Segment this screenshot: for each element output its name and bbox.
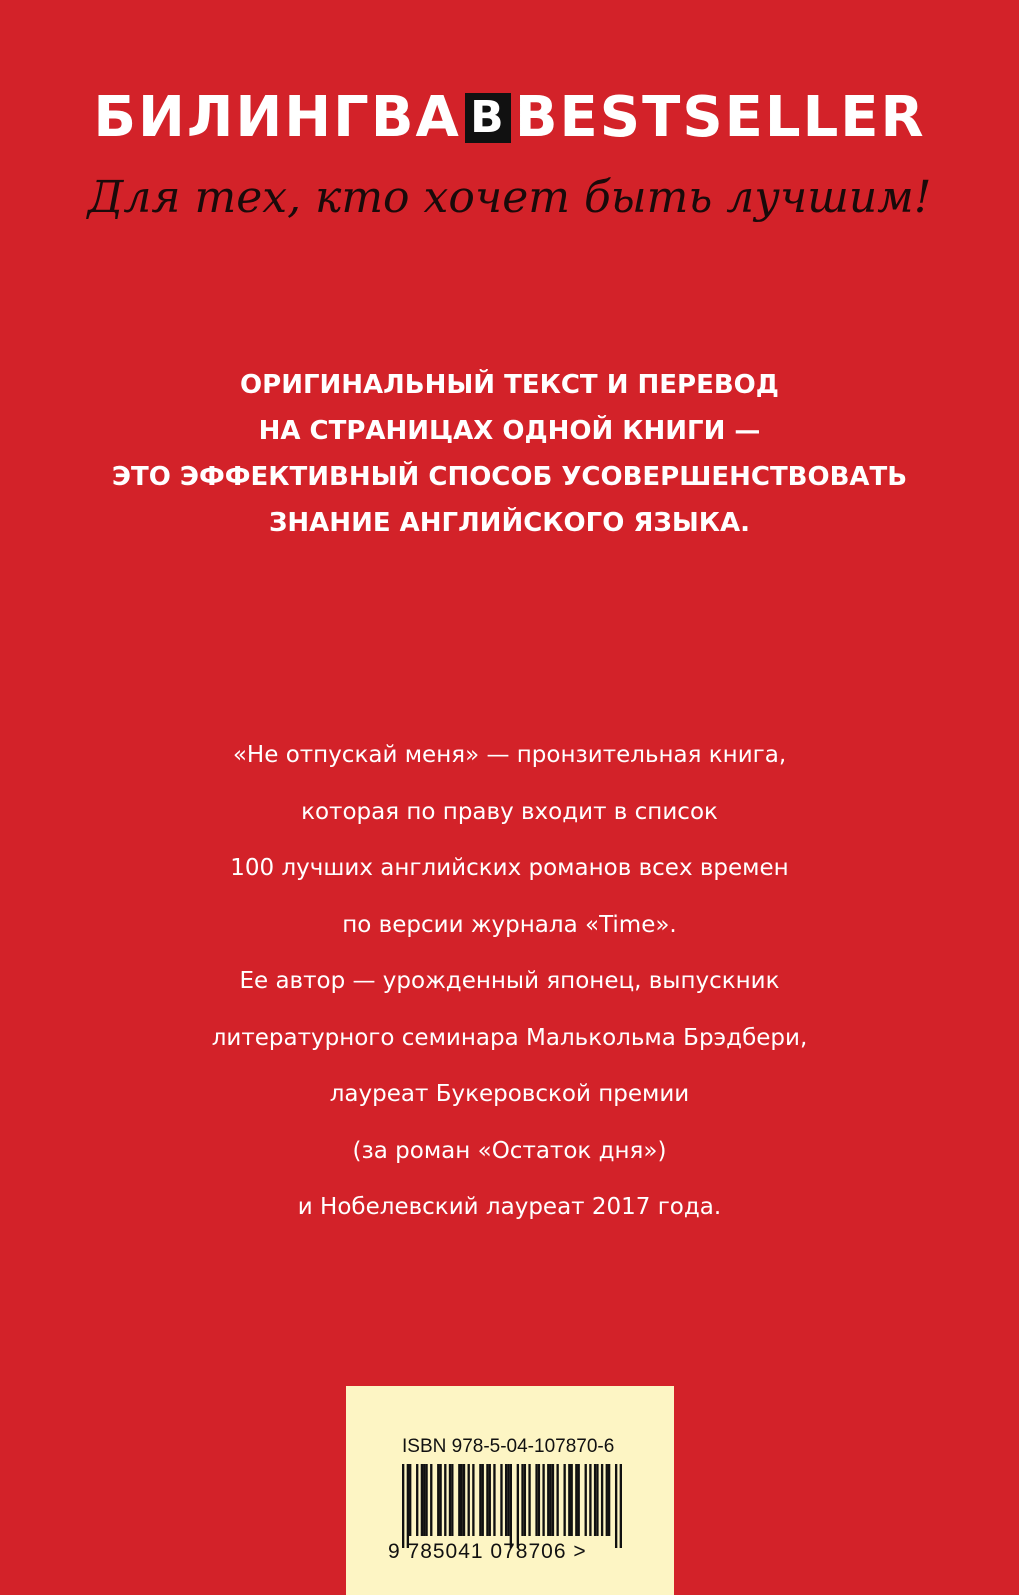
description-line: лауреат Букеровской премии [329,1081,690,1107]
description-block [0,727,1019,1236]
description-line: литературного семинара Малькольма Брэдбери, [211,1024,808,1051]
description-line: которая по праву входит в список [301,798,718,825]
headline-line: ЭТО ЭФФЕКТИВНЫЙ СПОСОБ УСОВЕРШЕНСТВОВАТЬ [111,462,908,492]
headline-line: НА СТРАНИЦАХ ОДНОЙ КНИГИ — [258,416,761,446]
isbn-box [346,1386,674,1595]
description-line: и Нобелевский лауреат 2017 года. [297,1194,722,1220]
brand-right-text: BESTSELLER [514,85,926,150]
barcode-icon [402,1464,622,1548]
description-line: по версии журнала «Time». [342,911,677,938]
description-line: «Не отпускай меня» — пронзительная книга, [232,742,787,768]
description-line: (за роман «Остаток дня») [352,1137,667,1164]
isbn-label: ISBN 978-5-04-107870-6 [402,1436,615,1457]
description-line: 100 лучших английских романов всех времен [230,855,789,881]
barcode-digits: 9 785041 078706 > [388,1540,587,1563]
headline-line: ОРИГИНАЛЬНЫЙ ТЕКСТ И ПЕРЕВОД [240,370,779,400]
series-tagline: Для тех, кто хочет быть лучшим! [87,172,932,223]
brand-left-text: БИЛИНГВА [93,85,461,150]
headline-block [0,362,1019,546]
headline-line: ЗНАНИЕ АНГЛИЙСКОГО ЯЗЫКА. [268,508,751,538]
brand-badge-logo: B [465,93,511,143]
description-line: Ее автор — урожденный японец, выпускник [239,968,780,994]
series-brand [0,86,1019,150]
